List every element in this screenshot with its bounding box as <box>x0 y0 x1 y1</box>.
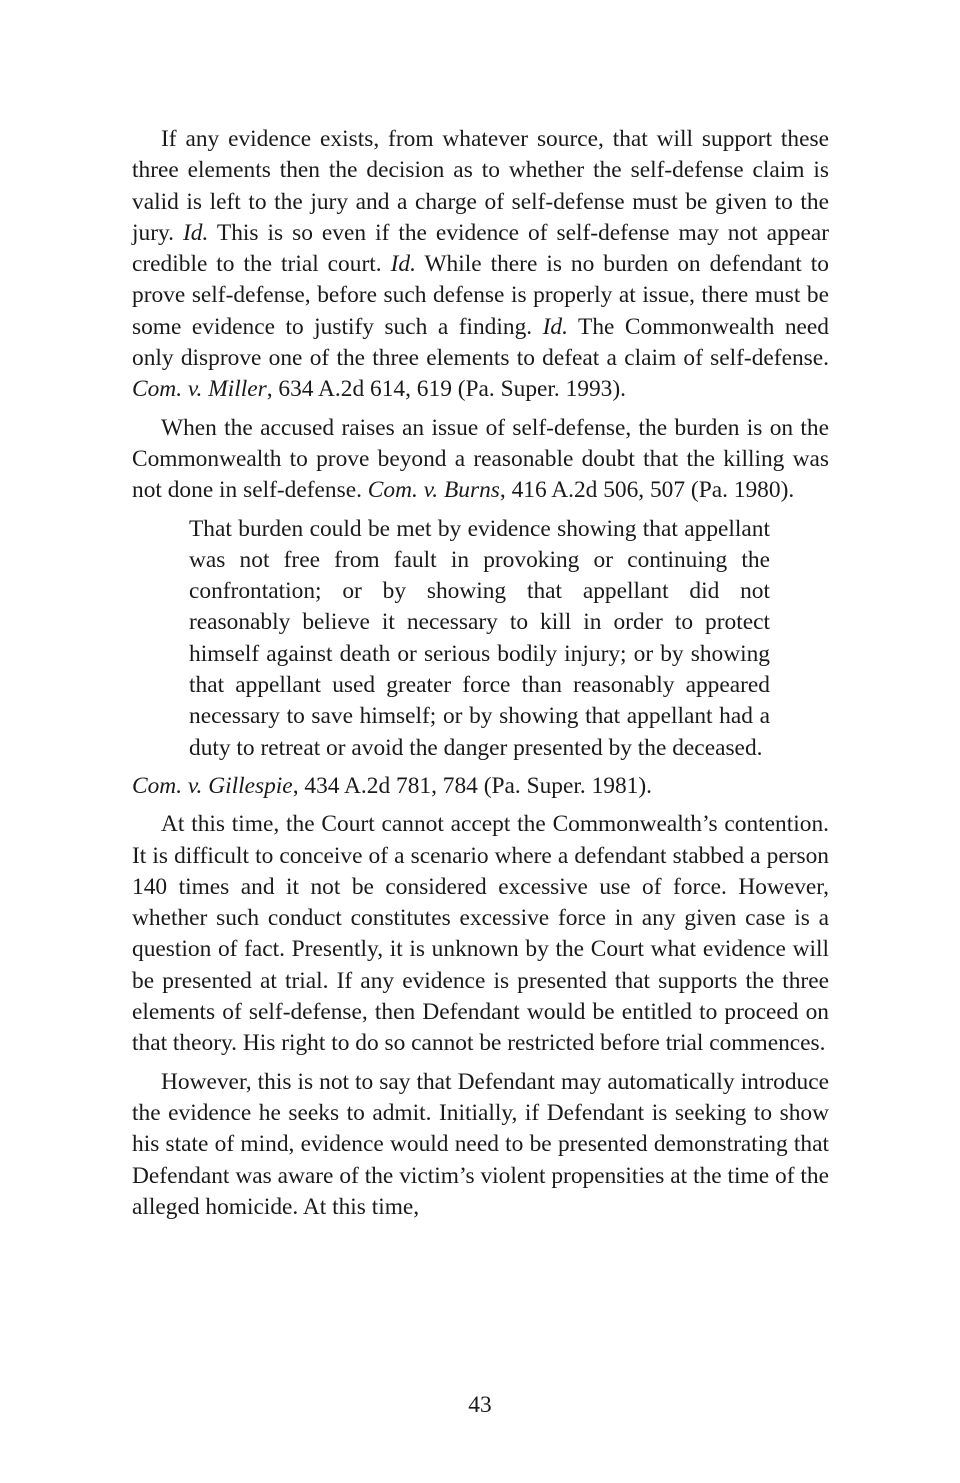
text-run: At this time, the Court cannot accept the Commonwealth’s contention. It is difficult to conceive of a scenario where a defendant stabbed a person 140 times and it not be considered excessive use of force. However, whether such conduct constitutes excessive force in any given case is a question of fact. Presently, it is unknown by the Court what evidence will be presented at trial. If any evidence is presented that supports the three elements of self-defense, then Defendant would be entitled to proceed on that theory. His right to do so cannot be restricted before trial commences. <box>132 811 829 1057</box>
block-quote <box>189 514 770 764</box>
text-run: While there is no burden on defendant to prove self-defense, before such defense is properly at issue, there must be some evidence to justify such a finding. <box>132 251 829 340</box>
text-run: However, this is not to say that Defendant may automatically introduce the evidence he seeks to admit. Initially, if Defendant is seeking to show his state of mind, evidence would need to be presented demonstrating that Defendant was aware of the victim’s violent propensities at the time of the alleged homicide. At this time, <box>132 1068 829 1220</box>
text-run: That burden could be met by evidence showing that appellant was not free from fault in provoking or continuing the confrontation; or by showing that appellant did not reasonably believe it necessary to kill in order to protect himself against death or serious bodily injury; or by showing that appellant used greater force than reasonably appeared necessary to save himself; or by showing that appellant had a duty to retreat or avoid the danger presented by the deceased. <box>189 515 770 761</box>
paragraph-self-defense-evidence <box>132 124 829 406</box>
italic-citation: Com. v. Miller <box>132 376 267 403</box>
paragraph-state-of-mind <box>132 1067 829 1223</box>
text-run: If any evidence exists, from whatever source, that will support these three elements then the decision as to whether the self-defense claim is valid is left to the jury and a charge of self-defense must be given to the jury. <box>132 126 829 246</box>
text-run: , 416 A.2d 506, 507 (Pa. 1980). <box>499 477 795 504</box>
quote-citation <box>132 771 829 802</box>
text-run: The Commonwealth need only disprove one of the three elements to defeat a claim of self-defense. <box>132 313 829 372</box>
text-run: When the accused raises an issue of self-defense, the burden is on the Commonwealth to prove beyond a reasonable doubt that the killing was not done in self-defense. <box>132 414 829 504</box>
page-number: 43 <box>468 1392 492 1418</box>
italic-citation: Com. v. Burns <box>367 477 500 504</box>
text-run: , 434 A.2d 781, 784 (Pa. Super. 1981). <box>292 772 652 799</box>
page-body <box>132 124 829 1223</box>
text-run: This is so even if the evidence of self-defense may not appear credible to the trial court. <box>132 219 830 278</box>
text-run: , 634 A.2d 614, 619 (Pa. Super. 1993). <box>266 376 627 403</box>
italic-citation: Com. v. Gillespie <box>132 772 293 799</box>
paragraph-burden-of-proof <box>132 413 829 507</box>
italic-citation: Id. <box>390 251 416 278</box>
italic-citation: Id. <box>183 219 209 246</box>
paragraph-court-finding <box>132 809 829 1059</box>
italic-citation: Id. <box>542 313 568 340</box>
